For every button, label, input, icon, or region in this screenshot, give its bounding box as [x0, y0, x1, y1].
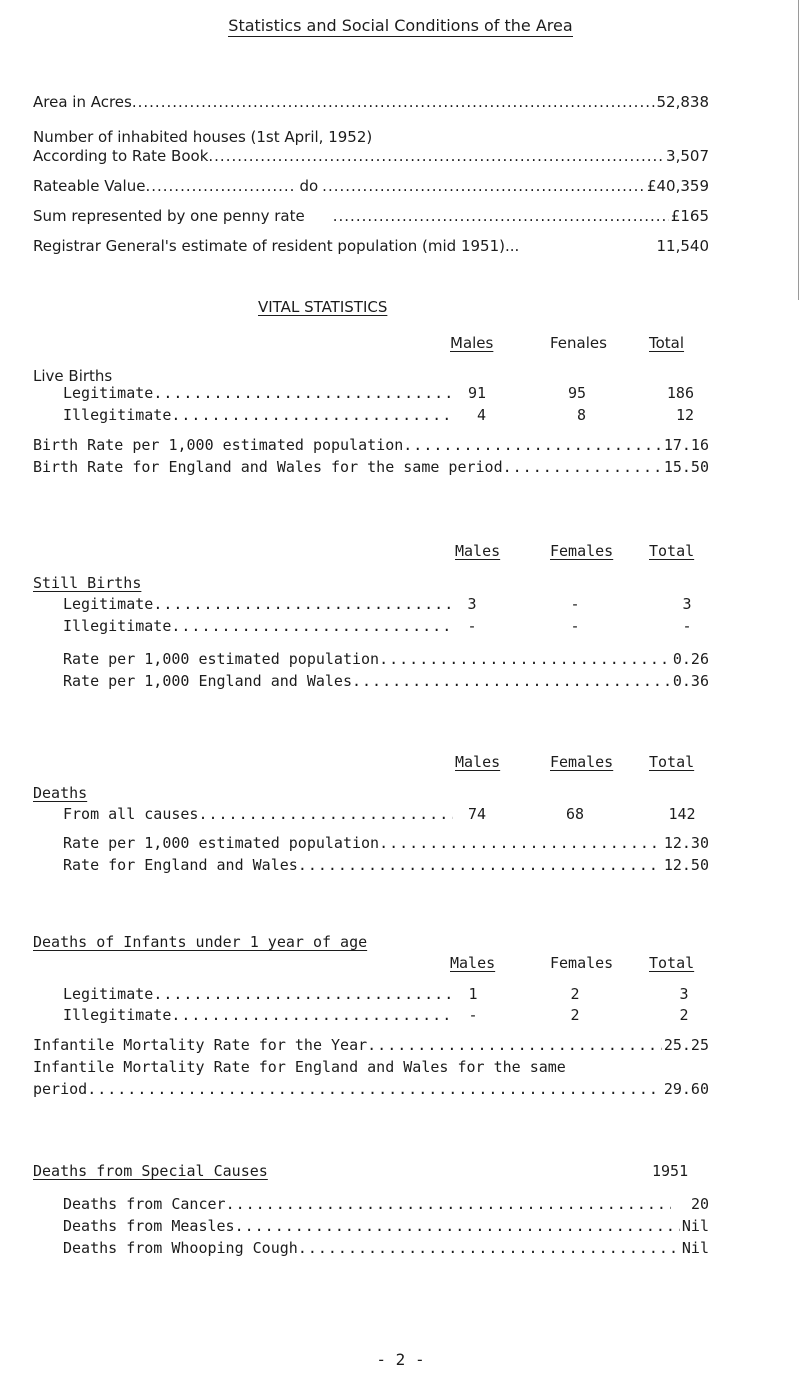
infant-mortality-row: Infantile Mortality Rate for the Year ..... 25.25 [33, 1036, 709, 1054]
infant-deaths-legitimate-females: 2 [570, 985, 580, 1003]
infant-deaths-illegitimate-males: - [468, 1006, 478, 1024]
rateable-label: Rateable Value [33, 177, 146, 195]
live-births-col-total: Total [649, 334, 685, 352]
special-causes-heading: Deaths from Special Causes [33, 1162, 268, 1180]
infant-deaths-illegitimate-row: Illegitimate ..... [63, 1006, 453, 1024]
infant-deaths-legitimate-total: 3 [679, 985, 689, 1003]
special-cause-row: Deaths from Measles ..... Nil [63, 1217, 709, 1235]
infant-deaths-illegitimate-females: 2 [570, 1006, 580, 1024]
live-births-illegitimate-total: 12 [675, 406, 694, 424]
page-number: - 2 - [376, 1350, 425, 1369]
birth-rate-ew-value: 15.50 [663, 458, 709, 476]
deaths-heading: Deaths [33, 784, 88, 802]
scan-edge-line [798, 0, 799, 300]
deaths-all-causes-row: From all causes ..... [63, 805, 453, 823]
live-births-illegitimate-row: Illegitimate ..... [63, 406, 453, 424]
infant-deaths-legitimate-row: Legitimate ..... [63, 985, 453, 1003]
infant-deaths-col-males: Males [450, 954, 496, 972]
live-births-heading: Live Births [33, 367, 113, 385]
penny-rate-value: £165 [670, 207, 709, 225]
deaths-col-females: Females [550, 753, 614, 771]
deaths-all-causes-females: 68 [565, 805, 585, 823]
infant-deaths-illegitimate-total: 2 [679, 1006, 689, 1024]
still-births-legitimate-males: 3 [467, 595, 477, 613]
rateable-do: do [299, 177, 319, 195]
live-births-illegitimate-males: 4 [476, 406, 486, 424]
still-births-heading: Still Births [33, 574, 142, 592]
penny-rate-label: Sum represented by one penny rate [33, 207, 305, 225]
houses-label-line-2: According to Rate Book [33, 147, 209, 165]
still-births-illegitimate-females: - [570, 617, 580, 635]
still-birth-rate-ew-row: Rate per 1,000 England and Wales ..... 0.36 [63, 672, 709, 690]
death-rate-ew-value: 12.50 [663, 856, 709, 874]
live-births-legitimate-females: 95 [567, 384, 586, 402]
rateable-row [33, 177, 709, 195]
still-birth-rate-value: 0.26 [672, 650, 709, 668]
still-births-legitimate-females: - [570, 595, 580, 613]
infant-deaths-col-total: Total [649, 954, 695, 972]
death-rate-value: 12.30 [663, 834, 709, 852]
deaths-all-causes-males: 74 [467, 805, 487, 823]
birth-rate-value: 17.16 [663, 436, 709, 454]
still-births-illegitimate-total: - [682, 617, 692, 635]
deaths-col-total: Total [649, 753, 695, 771]
still-births-col-males: Males [455, 542, 501, 560]
deaths-col-males: Males [455, 753, 501, 771]
special-cause-row: Deaths from Whooping Cough ..... Nil [63, 1239, 709, 1257]
infant-mortality-ew-label-line-1: Infantile Mortality Rate for England and Wales for the same [33, 1058, 566, 1076]
rateable-value: £40,359 [646, 177, 709, 195]
special-cause-value: Nil [681, 1217, 709, 1235]
houses-label-line-1: Number of inhabited houses (1st April, 1952) [33, 128, 373, 146]
special-causes-year: 1951 [652, 1162, 689, 1180]
live-births-legitimate-males: 91 [467, 384, 486, 402]
live-births-col-males: Males [450, 334, 494, 352]
still-births-illegitimate-row: Illegitimate ..... [63, 617, 453, 635]
registrar-value: 11,540 [656, 237, 709, 255]
registrar-row [33, 237, 709, 255]
still-births-col-total: Total [649, 542, 695, 560]
live-births-illegitimate-females: 8 [576, 406, 586, 424]
live-births-legitimate-total: 186 [666, 384, 694, 402]
still-births-legitimate-total: 3 [682, 595, 692, 613]
still-births-col-females: Females [550, 542, 614, 560]
still-births-legitimate-row: Legitimate ..... [63, 595, 453, 613]
vital-statistics-title: VITAL STATISTICS [258, 298, 388, 316]
infant-mortality-ew-row: period ..... 29.60 [33, 1080, 709, 1098]
death-rate-ew-row: Rate for England and Wales ..... 12.50 [63, 856, 709, 874]
deaths-all-causes-total: 142 [668, 805, 696, 823]
houses-value: 3,507 [666, 147, 709, 165]
birth-rate-ew-row: Birth Rate for England and Wales for the same period ..... 15.50 [33, 458, 709, 476]
houses-row [33, 147, 709, 165]
live-births-col-females: Fenales [550, 334, 607, 352]
infant-mortality-ew-value: 29.60 [663, 1080, 709, 1098]
still-birth-rate-row: Rate per 1,000 estimated population ..... 0.26 [63, 650, 709, 668]
death-rate-row: Rate per 1,000 estimated population ..... 12.30 [63, 834, 709, 852]
special-cause-row: Deaths from Cancer ..... 20 [63, 1195, 709, 1213]
page-title: Statistics and Social Conditions of the Area [228, 16, 573, 35]
birth-rate-row: Birth Rate per 1,000 estimated population ..... 17.16 [33, 436, 709, 454]
still-births-illegitimate-males: - [467, 617, 477, 635]
infant-deaths-col-females: Females [550, 954, 614, 972]
live-births-legitimate-row: Legitimate ..... [63, 384, 453, 402]
area-value: 52,838 [656, 93, 709, 111]
special-cause-value: Nil [681, 1239, 709, 1257]
still-birth-rate-ew-value: 0.36 [672, 672, 709, 690]
special-cause-value: 20 [690, 1195, 709, 1213]
area-row [33, 93, 709, 111]
infant-deaths-legitimate-males: 1 [468, 985, 478, 1003]
infant-deaths-heading: Deaths of Infants under 1 year of age [33, 933, 368, 951]
area-label: Area in Acres [33, 93, 132, 111]
penny-rate-row [33, 207, 709, 225]
registrar-label: Registrar General's estimate of resident population (mid 1951).. [33, 237, 515, 255]
infant-mortality-value: 25.25 [663, 1036, 709, 1054]
